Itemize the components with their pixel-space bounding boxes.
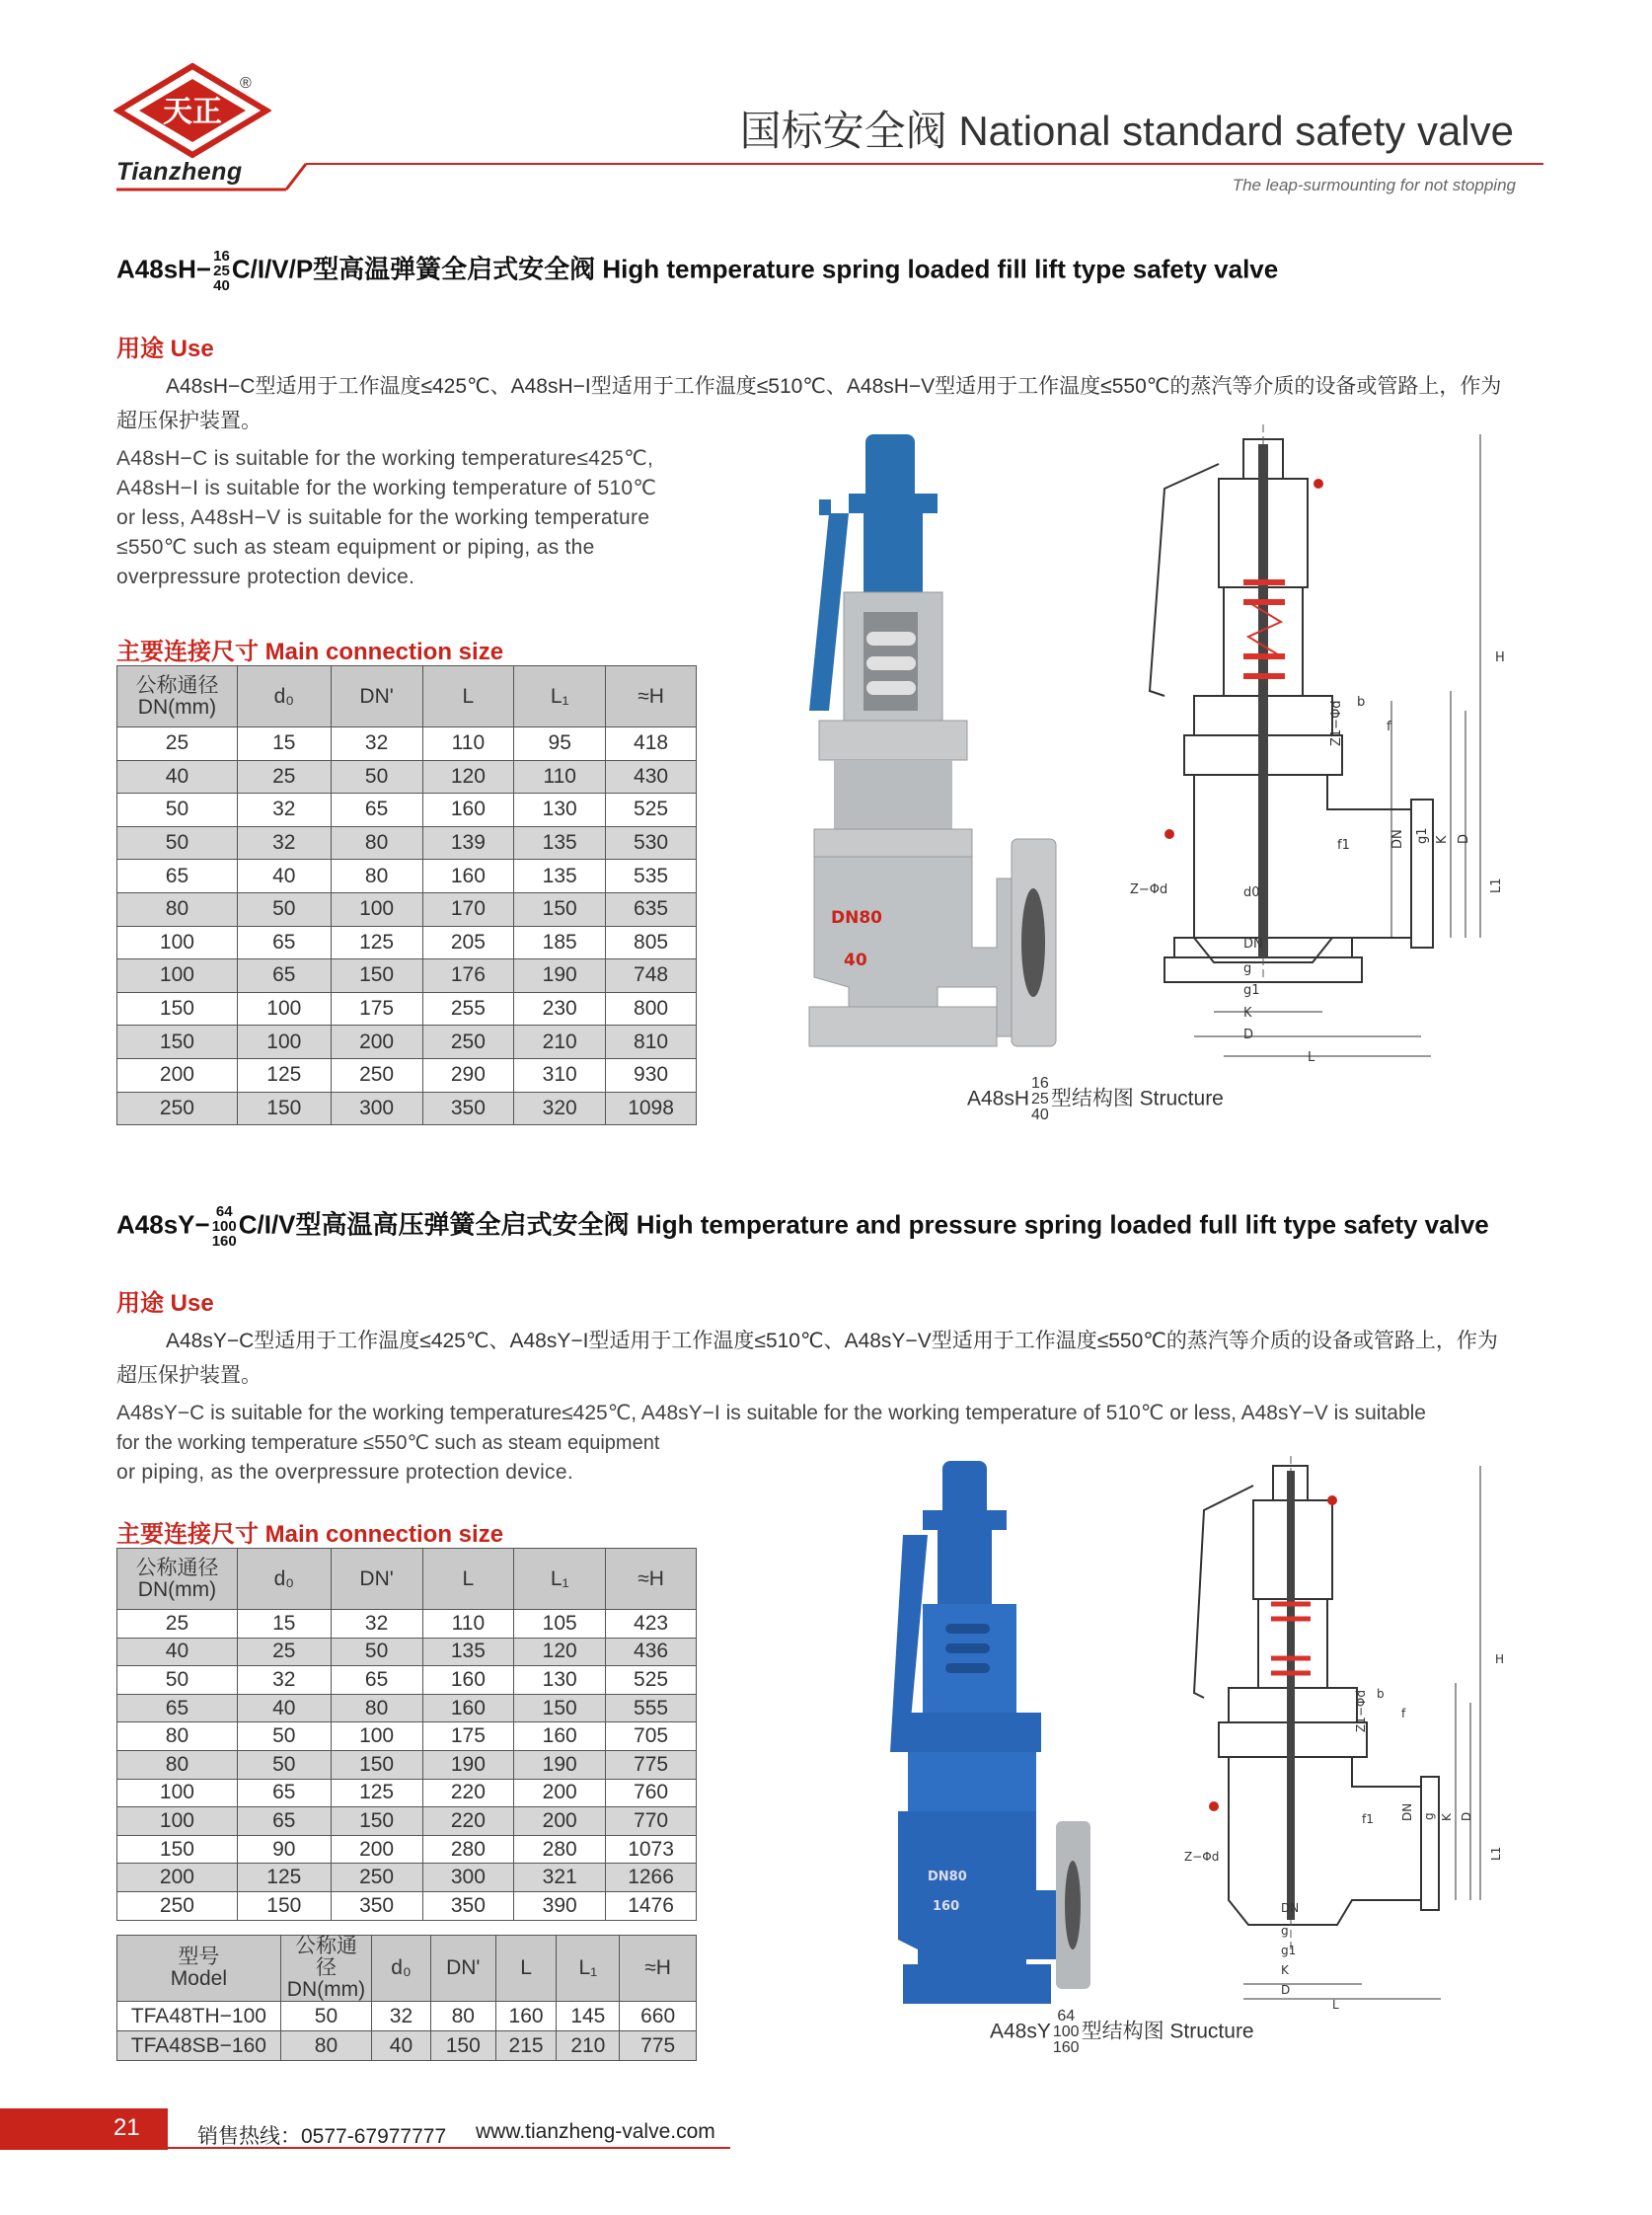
col-header: DN' [331,666,422,727]
table-cell: 250 [422,1026,514,1059]
table-cell: 176 [422,959,514,993]
caption-p-a: 16 [1031,1075,1049,1092]
caption-p-c: 40 [1031,1107,1049,1123]
col-header: 公称通径DN(mm) [117,1549,238,1610]
photo-marking-dn: DN80 [831,908,882,928]
dim-label-h: H [1495,1652,1505,1666]
dim-label-k: K [1440,1813,1454,1821]
table-cell: 310 [514,1058,606,1092]
table-cell: 80 [331,860,422,893]
table-cell: 50 [237,1722,331,1751]
table-cell: 760 [606,1779,697,1807]
table-cell: 50 [237,1750,331,1779]
section2-table-heading: 主要连接尺寸 Main connection size [116,1521,504,1548]
table-cell: 250 [331,1864,422,1892]
table-cell: 390 [514,1891,606,1920]
table-cell: 280 [514,1835,606,1864]
table-cell: 135 [514,860,606,893]
table-cell: 150 [331,1807,422,1836]
table-cell: 160 [495,2002,557,2031]
caption-desc: 型结构图 Structure [1050,1087,1224,1110]
table-cell: 100 [117,926,238,959]
use-en-line: A48sY−C is suitable for the working temperature≤425℃, A48sY−I is suitable for the working temperature of 510℃ or less, A48sY−V is suitable [116,1402,1426,1424]
table-row [117,1835,697,1864]
table-cell: 280 [422,1835,514,1864]
section1-valve-photo [789,424,1076,1066]
table-cell: 255 [422,992,514,1026]
caption-p-b: 25 [1031,1091,1049,1108]
table-row [117,1058,697,1092]
section1-use-cn: A48sH−C型适用于工作温度≤425℃、A48sH−I型适用于工作温度≤510℃、A48sH−V型适用于工作温度≤550℃的蒸汽等介质的设备或管路上，作为超压保护装置。 [116,375,1502,432]
table-cell: 160 [422,860,514,893]
table-cell: 810 [606,1026,697,1059]
pressure-b: 100 [211,1218,237,1235]
table-cell: 125 [331,926,422,959]
table-cell: 40 [117,1638,238,1666]
table-cell: 25 [237,760,331,794]
table-cell: 290 [422,1058,514,1092]
table-cell: 525 [606,1666,697,1695]
table-cell: 80 [280,2031,371,2061]
caption-desc: 型结构图 Structure [1081,2020,1254,2043]
dim-label-d-bottom: D [1281,1983,1291,1997]
registered-mark: ® [240,75,252,92]
table-cell: 150 [117,1835,238,1864]
table-row [117,959,697,993]
dim-label-dn: DN [1400,1802,1414,1821]
dim-label-l1: L1 [1489,878,1504,893]
table-cell: 150 [514,1694,606,1722]
dim-label-b: b [1357,695,1366,710]
table-cell: 215 [495,2031,557,2061]
table-cell: 220 [422,1779,514,1807]
table-row [117,892,697,926]
table-cell: 436 [606,1638,697,1666]
table-cell: 200 [331,1026,422,1059]
table-cell: 32 [331,1610,422,1639]
table-cell: 120 [514,1638,606,1666]
table-cell: 320 [514,1092,606,1125]
table-cell: 748 [606,959,697,993]
section1-table-heading: 主要连接尺寸 Main connection size [116,639,504,665]
table-row [117,1722,697,1751]
table-cell: 100 [331,892,422,926]
table-cell: 100 [117,959,238,993]
dim-label-f1: f1 [1337,838,1350,853]
table-cell: 150 [514,892,606,926]
table-cell: 80 [331,826,422,860]
section2-model-table [116,1935,697,2061]
table-cell: 775 [620,2031,697,2061]
table-cell: 32 [237,1666,331,1695]
table-cell: 200 [331,1835,422,1864]
table-row [117,992,697,1026]
table-cell: 150 [117,992,238,1026]
dim-label-b: b [1377,1687,1385,1701]
caption-model: A48sH [967,1087,1030,1110]
table-cell: 200 [514,1779,606,1807]
table-cell: 110 [422,1610,514,1639]
dim-label-k-bottom: K [1243,1006,1252,1021]
dim-label-z1: Z1−Φd [1329,700,1344,746]
table-row [117,1092,697,1125]
table-cell: 1476 [606,1891,697,1920]
dim-label-d-bottom: D [1243,1028,1254,1042]
table-row [117,826,697,860]
table-cell: 65 [237,959,331,993]
table-cell: 125 [237,1864,331,1892]
section1-use-heading: 用途 Use [116,336,214,362]
section1-structure-drawing [1125,424,1539,1076]
table-cell: 220 [422,1807,514,1836]
table-row [117,1638,697,1666]
table-cell: 50 [331,1638,422,1666]
dim-label-g1-bottom: g1 [1281,1944,1297,1957]
table-cell: 170 [422,892,514,926]
dim-label-l: L [1332,1998,1339,2009]
dim-label-d: D [1457,833,1471,844]
table-cell: 25 [237,1638,331,1666]
table-cell: 125 [331,1779,422,1807]
table-cell: 80 [331,1694,422,1722]
dim-label-l: L [1308,1050,1315,1065]
table-cell: 635 [606,892,697,926]
dim-label-z: Z−Φd [1130,882,1168,897]
table-cell: 1073 [606,1835,697,1864]
table-cell: 130 [514,1666,606,1695]
table-row [117,1026,697,1059]
table-cell: 160 [514,1722,606,1751]
caption-p-c: 160 [1052,2039,1080,2056]
table-cell: 418 [606,727,697,761]
sales-hotline: 销售热线：0577-67977777 [197,2125,447,2148]
use-en-line: overpressure protection device. [116,566,415,588]
table-cell: 535 [606,860,697,893]
table-cell: 50 [331,760,422,794]
use-en-line: A48sH−I is suitable for the working temperature of 510℃ [116,477,657,499]
table-row [117,1750,697,1779]
page-number: 21 [113,2114,140,2141]
table-cell: 32 [372,2002,431,2031]
table-cell: 15 [237,1610,331,1639]
table-cell: 120 [422,760,514,794]
table-cell: 150 [237,1092,331,1125]
table-cell: 200 [117,1864,238,1892]
title-model: A48sY− [116,1209,210,1240]
caption-model: A48sY [990,2020,1051,2043]
col-header: d₀ [237,666,331,727]
table-row [117,1666,697,1695]
table-cell: 350 [331,1891,422,1920]
table-cell: 160 [422,1694,514,1722]
table-cell: 1098 [606,1092,697,1125]
table-cell: 110 [514,760,606,794]
table-cell: 150 [331,959,422,993]
table-cell: 100 [117,1779,238,1807]
col-header: d₀ [237,1549,331,1610]
table-cell: 110 [422,727,514,761]
logo-en-text: Tianzheng [116,158,243,186]
col-header: ≈H [620,1936,697,2002]
table-row [117,1610,697,1639]
table-cell: 660 [620,2002,697,2031]
table-cell: 423 [606,1610,697,1639]
dim-label-dn-bottom: DN [1243,937,1263,952]
col-header: 型号Model [117,1936,281,2002]
section2-valve-photo [868,1456,1105,2009]
table-cell: 40 [237,1694,331,1722]
col-header: L [422,1549,514,1610]
col-header: DN' [430,1936,495,2002]
table-cell: 105 [514,1610,606,1639]
table-cell: 65 [117,1694,238,1722]
col-header: 公称通径DN(mm) [280,1936,371,2002]
table-cell: 135 [514,826,606,860]
photo-marking-pressure: 160 [933,1899,960,1914]
table-cell: 90 [237,1835,331,1864]
table-cell: 775 [606,1750,697,1779]
table-cell: 525 [606,794,697,827]
dim-label-k: K [1435,835,1450,844]
table-cell: 65 [117,860,238,893]
dim-label-d0: d0 [1243,885,1260,900]
dim-label-dn-bottom: DN [1281,1901,1300,1915]
table-cell: 139 [422,826,514,860]
table-cell: 160 [422,1666,514,1695]
col-header: L₁ [514,666,606,727]
table-cell: 300 [331,1092,422,1125]
table-cell: 770 [606,1807,697,1836]
section2-title [116,1204,1489,1249]
table-cell: 32 [331,727,422,761]
table-cell: 150 [430,2031,495,2061]
table-cell: 210 [557,2031,620,2061]
table-cell: 175 [422,1722,514,1751]
page-title: 国标安全阀 National standard safety valve [739,108,1514,154]
use-en-line: A48sH−C is suitable for the working temperature≤425℃, [116,447,654,470]
table-row [117,926,697,959]
table-cell: 100 [237,1026,331,1059]
pressure-c: 40 [213,277,230,294]
table-cell: 80 [117,1750,238,1779]
table-cell: 65 [237,1779,331,1807]
dim-label-z1: Z1−Φd [1354,1690,1368,1732]
table-cell: 300 [422,1864,514,1892]
table-cell: 40 [372,2031,431,2061]
dim-label-g: g [1243,961,1252,976]
table-cell: 15 [237,727,331,761]
section2-structure-drawing [1164,1456,1539,2009]
section1-use-en [116,444,709,592]
title-desc: C/I/V型高温高压弹簧全启式安全阀 High temperature and pressure spring loaded full lift type safety valve [238,1209,1489,1240]
dim-label-k-bottom: K [1281,1963,1289,1977]
table-cell: 705 [606,1722,697,1751]
table-cell: 210 [514,1026,606,1059]
table-cell: 250 [117,1092,238,1125]
table-cell: 185 [514,926,606,959]
table-cell: 65 [331,794,422,827]
table-cell: 175 [331,992,422,1026]
col-header: L₁ [557,1936,620,2002]
table-row [117,2002,697,2031]
table-row [117,1779,697,1807]
table-cell: 125 [237,1058,331,1092]
table-cell: 40 [117,760,238,794]
table-cell: 50 [280,2002,371,2031]
table-row [117,1891,697,1920]
section1-size-table [116,665,697,1125]
table-cell: 205 [422,926,514,959]
title-pressures [213,249,230,293]
table-cell: 80 [430,2002,495,2031]
use-en-line: for the working temperature ≤550℃ such as steam equipment [116,1432,660,1454]
dim-label-f: f [1387,720,1391,734]
table-row [117,1694,697,1722]
col-header: 公称通径DN(mm) [117,666,238,727]
photo-marking-pressure: 40 [844,951,867,970]
table-cell: 50 [117,826,238,860]
table-cell: 350 [422,1092,514,1125]
dim-label-g: g [1422,1812,1436,1820]
table-cell: 135 [422,1638,514,1666]
tagline: The leap-surmounting for not stopping [1232,176,1516,194]
table-cell: 50 [117,794,238,827]
table-cell: 555 [606,1694,697,1722]
table-cell: 160 [422,794,514,827]
table-cell: 130 [514,794,606,827]
section1-drawing-caption [967,1076,1224,1123]
pressure-b: 25 [213,263,230,279]
title-model: A48sH− [116,254,212,284]
table-row [117,1807,697,1836]
table-cell: 1266 [606,1864,697,1892]
table-cell: 95 [514,727,606,761]
photo-marking-dn: DN80 [928,1870,967,1884]
table-cell: 65 [237,926,331,959]
table-row [117,1864,697,1892]
title-pressures [212,1204,237,1249]
website-link[interactable]: www.tianzheng-valve.com [476,2120,715,2143]
section2-size-table [116,1548,697,1921]
table-cell: TFA48SB−160 [117,2031,281,2061]
table-cell: 50 [237,892,331,926]
table-cell: 530 [606,826,697,860]
dim-label-g-bottom: g [1281,1924,1289,1938]
table-cell: 200 [117,1058,238,1092]
table-cell: 800 [606,992,697,1026]
pressure-c: 160 [211,1233,237,1250]
table-cell: 150 [237,1891,331,1920]
table-cell: 50 [117,1666,238,1695]
col-header: L [422,666,514,727]
dim-label-g1: g1 [1415,827,1430,844]
col-header: ≈H [606,1549,697,1610]
table-cell: 190 [514,1750,606,1779]
table-cell: 25 [117,727,238,761]
section1-title [116,249,1278,293]
table-cell: 190 [514,959,606,993]
table-cell: 430 [606,760,697,794]
table-cell: 930 [606,1058,697,1092]
col-header: L₁ [514,1549,606,1610]
dim-label-f: f [1401,1707,1406,1720]
table-cell: 65 [331,1666,422,1695]
table-cell: TFA48TH−100 [117,2002,281,2031]
table-cell: 100 [117,1807,238,1836]
logo-cn-text: 天正 [163,95,222,129]
table-cell: 250 [117,1891,238,1920]
section2-use-cn: A48sY−C型适用于工作温度≤425℃、A48sY−I型适用于工作温度≤510℃、A48sY−V型适用于工作温度≤550℃的蒸汽等介质的设备或管路上，作为超压保护装置。 [116,1330,1498,1387]
dim-label-dn: DN [1390,829,1405,849]
table-cell: 32 [237,794,331,827]
dim-label-f1: f1 [1362,1812,1374,1826]
dim-label-g1-bottom: g1 [1243,983,1260,998]
title-desc: C/I/V/P型高温弹簧全启式安全阀 High temperature spring loaded fill lift type safety valve [231,254,1279,284]
dim-label-z: Z−Φd [1184,1850,1220,1864]
table-cell: 150 [331,1750,422,1779]
pressure-a: 16 [213,248,230,265]
section2-use-heading: 用途 Use [116,1290,214,1317]
table-cell: 32 [237,826,331,860]
table-row [117,727,697,761]
dim-label-d: D [1460,1811,1473,1821]
table-cell: 100 [237,992,331,1026]
use-en-line: or piping, as the overpressure protection device. [116,1461,573,1484]
table-cell: 80 [117,892,238,926]
table-cell: 321 [514,1864,606,1892]
table-row [117,760,697,794]
table-cell: 250 [331,1058,422,1092]
section2-drawing-caption [990,2009,1254,2056]
use-en-line: ≤550℃ such as steam equipment or piping, as the [116,536,595,559]
table-row [117,2031,697,2061]
dim-label-h: H [1495,650,1505,665]
footer-page-tab [0,2108,168,2150]
caption-p-b: 100 [1052,2024,1080,2040]
table-cell: 100 [331,1722,422,1751]
caption-p-a: 64 [1057,2008,1076,2024]
table-cell: 25 [117,1610,238,1639]
pressure-a: 64 [215,1203,233,1220]
table-cell: 190 [422,1750,514,1779]
lever-shape [809,513,849,711]
dim-label-l1: L1 [1489,1846,1503,1861]
table-cell: 350 [422,1891,514,1920]
table-cell: 145 [557,2002,620,2031]
table-cell: 150 [117,1026,238,1059]
table-cell: 65 [237,1807,331,1836]
table-cell: 80 [117,1722,238,1751]
col-header: L [495,1936,557,2002]
table-cell: 200 [514,1807,606,1836]
table-row [117,860,697,893]
col-header: ≈H [606,666,697,727]
use-en-line: or less, A48sH−V is suitable for the working temperature [116,506,650,529]
table-cell: 230 [514,992,606,1026]
col-header: d₀ [372,1936,431,2002]
col-header: DN' [331,1549,422,1610]
table-cell: 805 [606,926,697,959]
table-cell: 40 [237,860,331,893]
table-row [117,794,697,827]
